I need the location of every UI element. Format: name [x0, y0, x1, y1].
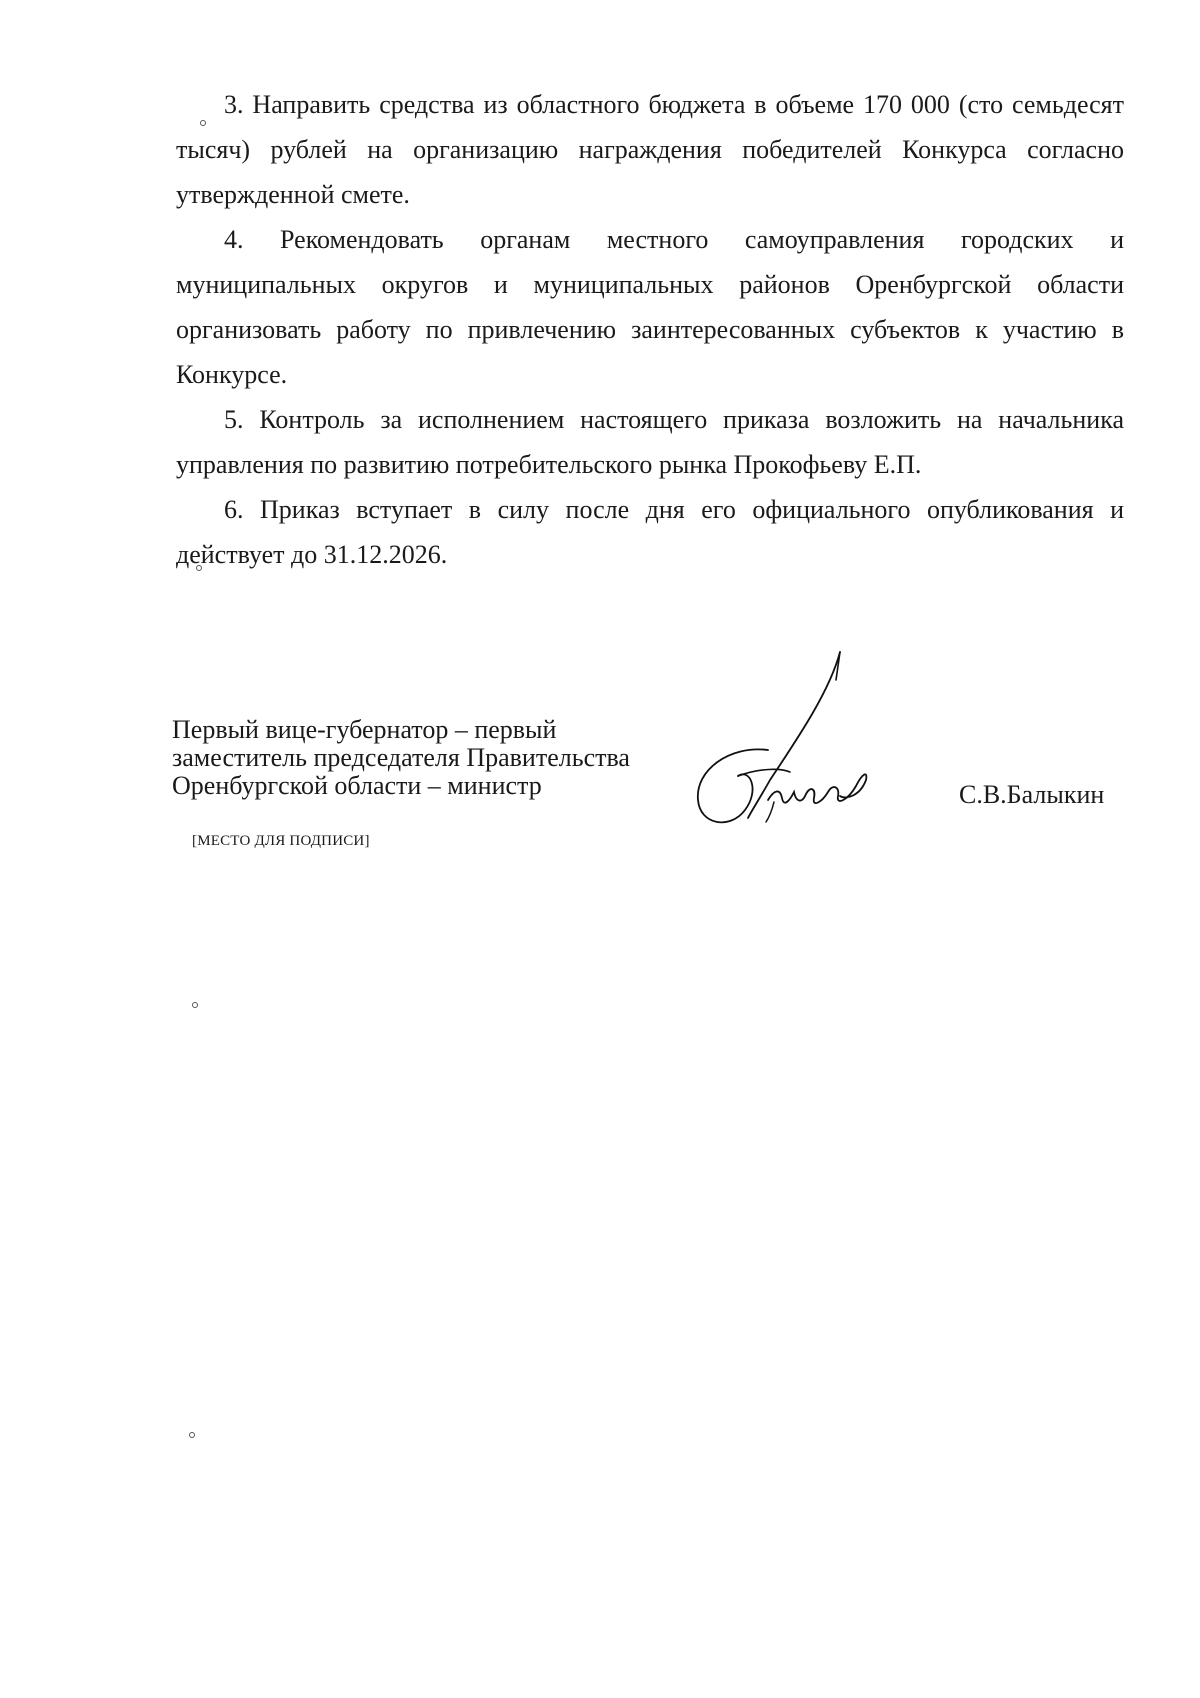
order-body	[176, 82, 1124, 577]
scan-speck	[200, 120, 206, 126]
scan-speck	[196, 565, 202, 571]
handwritten-signature-icon	[690, 650, 890, 840]
signer-name: С.В.Балыкин	[959, 780, 1105, 809]
paragraph-4: 4. Рекомендовать органам местного самоуправления городских и муниципальных округов и муниципальных районов Оренбургской области организовать работу по привлечению заинтересованных субъектов к участию в Конкурсе.	[176, 225, 1124, 389]
scan-speck	[189, 1432, 195, 1438]
paragraph-3: 3. Направить средства из областного бюджета в объеме 170 000 (сто семьдесят тысяч) рублей на организацию награждения победителей Конкурса согласно утвержденной смете.	[176, 90, 1124, 209]
scan-speck	[192, 1002, 198, 1008]
signer-position-line-3: Оренбургской области – министр	[172, 771, 542, 800]
paragraph-5: 5. Контроль за исполнением настоящего приказа возложить на начальника управления по развитию потребительского рынка Прокофьеву Е.П.	[176, 405, 1124, 479]
signer-position-line-2: заместитель председателя Правительства	[172, 743, 630, 772]
signer-position	[172, 716, 630, 800]
paragraph-6: 6. Приказ вступает в силу после дня его официального опубликования и действует до 31.12.2026.	[176, 495, 1124, 569]
signature-placeholder: [МЕСТО ДЛЯ ПОДПИСИ]	[192, 833, 370, 849]
signer-position-line-1: Первый вице-губернатор – первый	[172, 715, 557, 744]
